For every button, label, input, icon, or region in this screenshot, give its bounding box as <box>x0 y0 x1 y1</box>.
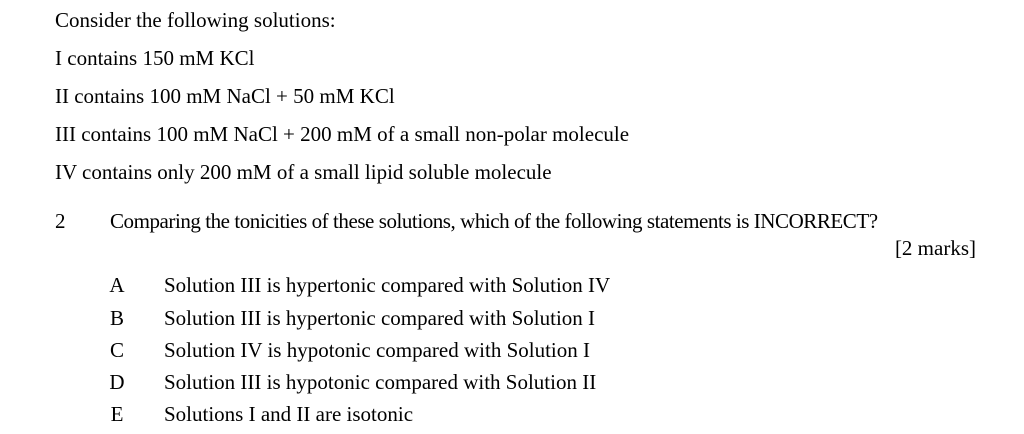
option-letter: B <box>109 306 124 330</box>
option-letter: E <box>110 402 124 426</box>
option-letter: C <box>109 338 124 362</box>
intro-text: Consider the following solutions: <box>55 8 336 32</box>
option-text: Solution IV is hypotonic compared with Solution I <box>164 338 591 362</box>
solution-i: I contains 150 mM KCl <box>55 46 255 70</box>
question-marks: [2 marks] <box>894 236 976 260</box>
option-text: Solutions I and II are isotonic <box>164 402 414 426</box>
solution-iv: IV contains only 200 mM of a small lipid soluble molecule <box>55 160 552 184</box>
solution-ii: II contains 100 mM NaCl + 50 mM KCl <box>55 84 395 108</box>
option-text: Solution III is hypertonic compared with Solution I <box>164 306 596 330</box>
question-text: Comparing the tonicities of these solutions, which of the following statements is INCORRECT? <box>110 209 878 233</box>
solution-iii: III contains 100 mM NaCl + 200 mM of a small non-polar molecule <box>55 122 630 146</box>
option-letter: D <box>109 370 125 394</box>
question-number: 2 <box>55 209 66 233</box>
option-letter: A <box>109 273 125 297</box>
option-text: Solution III is hypotonic compared with Solution II <box>164 370 597 394</box>
option-text: Solution III is hypertonic compared with Solution IV <box>164 273 611 297</box>
